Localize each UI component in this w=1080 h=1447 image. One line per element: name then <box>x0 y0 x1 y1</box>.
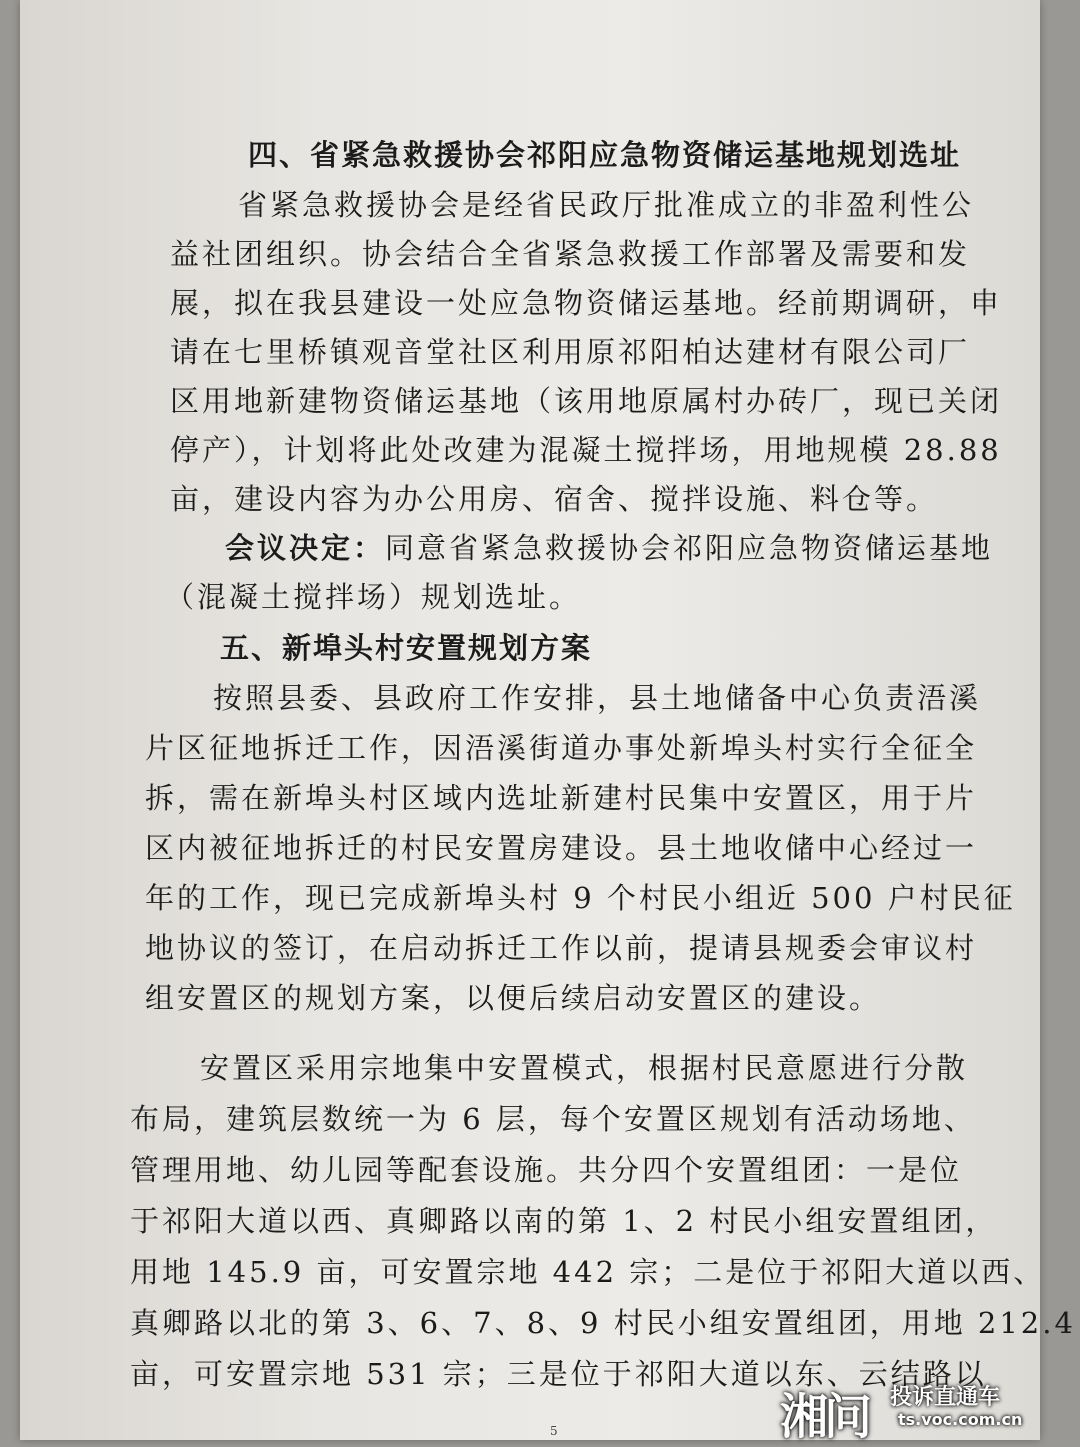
page-number: 5 <box>550 1424 558 1438</box>
paragraph-line: 拆，需在新埠头村区域内选址新建村民集中安置区，用于片 <box>145 781 978 815</box>
paragraph-line: 益社团组织。协会结合全省紧急救援工作部署及需要和发 <box>170 237 971 271</box>
paragraph-line: （混凝土搅拌场）规划选址。 <box>165 580 582 614</box>
document-page <box>20 0 1076 1440</box>
watermark-title: 投诉直通车 <box>890 1385 1001 1410</box>
paragraph-line: 真卿路以北的第 3、6、7、8、9 村民小组安置组团，用地 212.4 <box>130 1306 1076 1340</box>
paragraph-line: 用地 145.9 亩，可安置宗地 442 宗；二是位于祁阳大道以西、 <box>130 1255 1046 1289</box>
paragraph-line: 区内被征地拆迁的村民安置房建设。县土地收储中心经过一 <box>145 831 978 865</box>
watermark-url: ts.voc.com.cn <box>898 1410 1023 1429</box>
paragraph-line: 省紧急救援协会是经省民政厅批准成立的非盈利性公 <box>238 188 975 222</box>
paragraph-line: 组安置区的规划方案，以便后续启动安置区的建设。 <box>145 981 882 1015</box>
paragraph-line: 请在七里桥镇观音堂社区利用原祁阳柏达建材有限公司厂 <box>170 335 971 369</box>
paragraph-line: 亩，建设内容为办公用房、宿舍、搅拌设施、料仓等。 <box>170 482 939 516</box>
paragraph-line: 年的工作，现已完成新埠头村 9 个村民小组近 500 户村民征 <box>145 881 1016 915</box>
paragraph-line: 停产），计划将此处改建为混凝土搅拌场，用地规模 28.88 <box>170 433 1002 467</box>
decision-line <box>225 526 993 567</box>
paragraph-line: 管理用地、幼儿园等配套设施。共分四个安置组团：一是位 <box>130 1153 963 1187</box>
paragraph-line: 地协议的签订，在启动拆迁工作以前，提请县规委会审议村 <box>145 931 978 965</box>
watermark-brand <box>780 1378 1070 1445</box>
paragraph-line: 展，拟在我县建设一处应急物资储运基地。经前期调研，申 <box>170 286 1003 320</box>
paragraph-line: 布局，建筑层数统一为 6 层，每个安置区规划有活动场地、 <box>130 1102 976 1136</box>
paragraph-line: 亩，可安置宗地 531 宗；三是位于祁阳大道以东、云结路以 <box>130 1357 987 1391</box>
paragraph-line: 安置区采用宗地集中安置模式，根据村民意愿进行分散 <box>200 1051 969 1085</box>
decision-label: 会议决定： <box>225 531 386 565</box>
paragraph-line: 片区征地拆迁工作，因浯溪街道办事处新埠头村实行全征全 <box>145 731 978 765</box>
paragraph-line: 于祁阳大道以西、真卿路以南的第 1、2 村民小组安置组团， <box>130 1204 998 1238</box>
paragraph-line: 区用地新建物资储运基地（该用地原属村办砖厂，现已关闭 <box>170 384 1003 418</box>
section-heading-5: 五、新埠头村安置规划方案 <box>220 631 593 665</box>
decision-text: 同意省紧急救援协会祁阳应急物资储运基地 <box>385 531 994 565</box>
section-heading-4: 四、省紧急救援协会祁阳应急物资储运基地规划选址 <box>248 138 962 172</box>
paragraph-line: 按照县委、县政府工作安排，县土地储备中心负责浯溪 <box>213 681 982 715</box>
watermark-logo: 湘问 <box>780 1389 869 1445</box>
